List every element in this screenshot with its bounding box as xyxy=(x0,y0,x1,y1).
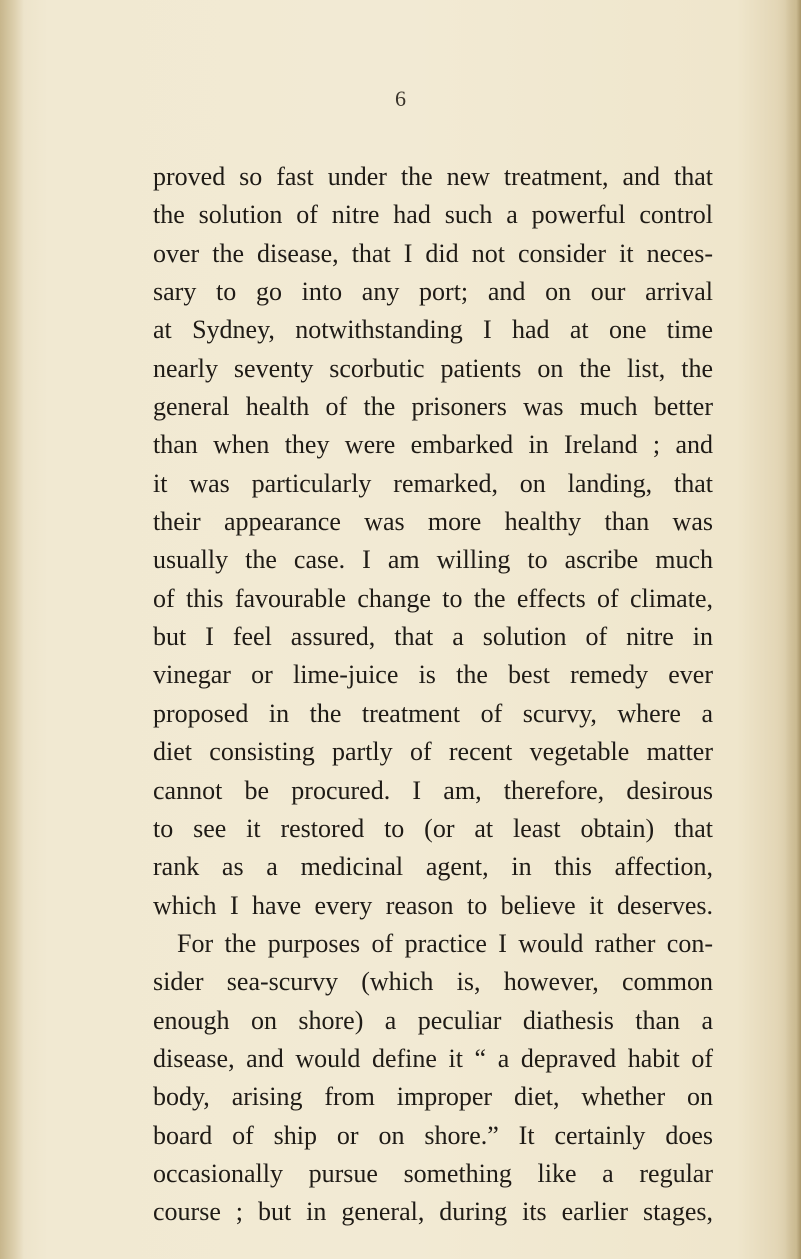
text-line: sary to go into any port; and on our arrival xyxy=(153,277,713,307)
text-line: over the disease, that I did not consider it neces- xyxy=(153,238,713,268)
text-line: their appearance was more healthy than was xyxy=(153,507,713,537)
text-line: than when they were embarked in Ireland ; and xyxy=(153,430,713,460)
text-line: occasionally pursue something like a regular xyxy=(153,1158,713,1188)
text-line: rank as a medicinal agent, in this affection, xyxy=(153,852,713,882)
text-line: to see it restored to (or at least obtain) that xyxy=(153,813,713,843)
text-line: cannot be procured. I am, therefore, desirous xyxy=(153,775,713,805)
text-line: which I have every reason to believe it deserves. xyxy=(153,890,713,920)
text-line: board of ship or on shore.” It certainly does xyxy=(153,1120,713,1150)
text-line: enough on shore) a peculiar diathesis than a xyxy=(153,1005,713,1035)
text-line: general health of the prisoners was much better xyxy=(153,392,713,422)
page-number: 6 xyxy=(395,86,406,111)
paragraph-start-line: For the purposes of practice I would rather con- xyxy=(177,928,713,958)
body-text xyxy=(153,158,713,1232)
page-edge-shadow xyxy=(785,0,801,1259)
text-line: but I feel assured, that a solution of nitre in xyxy=(153,622,713,652)
text-line: vinegar or lime-juice is the best remedy ever xyxy=(153,660,713,690)
text-line: body, arising from improper diet, whether on xyxy=(153,1082,713,1112)
page-gutter-shadow xyxy=(0,0,24,1259)
text-line: diet consisting partly of recent vegetable matter xyxy=(153,737,713,767)
text-line: at Sydney, notwithstanding I had at one time xyxy=(153,315,713,345)
text-line: course ; but in general, during its earlier stages, xyxy=(153,1197,713,1227)
text-line: proved so fast under the new treatment, and that xyxy=(153,162,713,191)
text-line: proposed in the treatment of scurvy, where a xyxy=(153,698,713,728)
text-line: of this favourable change to the effects of climate, xyxy=(153,583,713,613)
text-line: disease, and would define it “ a depraved habit of xyxy=(153,1043,713,1073)
text-line: usually the case. I am willing to ascribe much xyxy=(153,545,713,575)
text-line: the solution of nitre had such a powerful control xyxy=(153,200,713,230)
text-line: it was particularly remarked, on landing, that xyxy=(153,468,713,498)
text-line: nearly seventy scorbutic patients on the list, the xyxy=(153,353,713,383)
text-line: sider sea-scurvy (which is, however, common xyxy=(153,967,713,997)
